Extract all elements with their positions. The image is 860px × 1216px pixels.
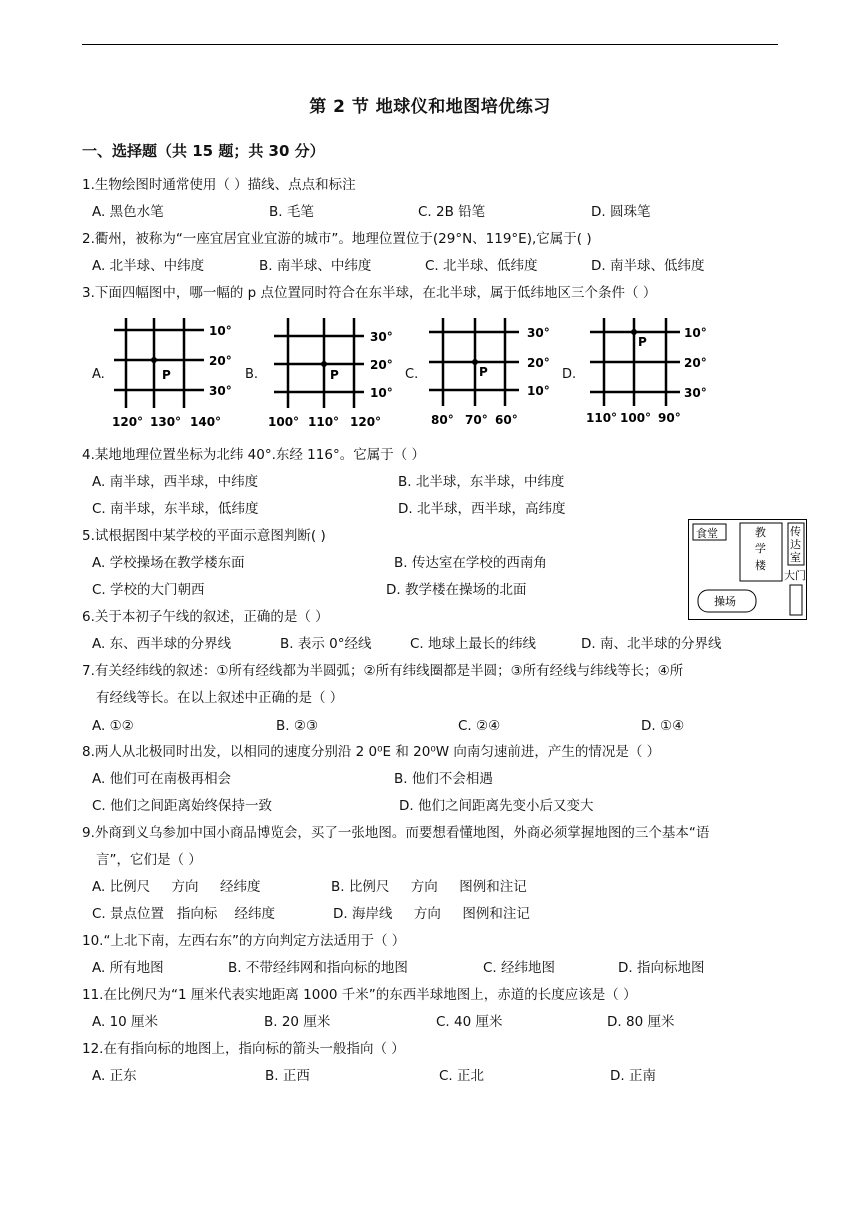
school-map-teaching-3: 楼 — [755, 559, 766, 572]
question-10-option-c[interactable]: C. 经纬地图 — [483, 960, 556, 976]
question-11-option-a[interactable]: A. 10 厘米 — [92, 1014, 159, 1030]
question-3-option-b[interactable]: B. — [245, 367, 259, 382]
grid-b-lat-2: 20° — [370, 358, 393, 372]
grid-c-lon-1: 80° — [431, 413, 454, 427]
question-8-option-b[interactable]: B. 他们不会相遇 — [394, 771, 493, 787]
question-5-option-d[interactable]: D. 教学楼在操场的北面 — [386, 582, 527, 598]
page-title: 第 2 节 地球仪和地图培优练习 — [309, 97, 551, 117]
grid-d-lon-1: 110° — [586, 411, 618, 425]
school-map-guard-3: 室 — [790, 551, 801, 564]
grid-b-lon-3: 120° — [350, 415, 382, 429]
question-3-option-d[interactable]: D. — [562, 367, 577, 382]
school-map-teaching-1: 教 — [755, 526, 766, 539]
question-1-option-c[interactable]: C. 2B 铅笔 — [418, 204, 486, 220]
grid-a-lon-3: 140° — [190, 415, 222, 429]
question-11-option-c[interactable]: C. 40 厘米 — [436, 1014, 503, 1030]
question-9-option-a[interactable]: A. 比例尺 方向 经纬度 — [92, 879, 261, 895]
question-1-option-b[interactable]: B. 毛笔 — [269, 204, 314, 220]
question-2-option-c[interactable]: C. 北半球、低纬度 — [425, 258, 538, 274]
question-9-stem: 9.外商到义乌参加中国小商品博览会，买了一张地图。而要想看懂地图，外商必须掌握地图的三个基本“语 — [82, 825, 710, 841]
question-7-option-c[interactable]: C. ②④ — [458, 718, 501, 734]
question-1-stem: 1.生物绘图时通常使用（ ）描线、点点和标注 — [82, 177, 356, 193]
question-12-stem: 12.在有指向标的地图上，指向标的箭头一般指向（ ） — [82, 1041, 405, 1057]
question-7-stem-continued: 有经线等长。在以上叙述中正确的是（ ） — [96, 690, 344, 706]
grid-figure-d — [582, 318, 720, 430]
grid-d-lon-3: 90° — [658, 411, 681, 425]
question-3-option-a[interactable]: A. — [92, 367, 105, 382]
question-10-stem: 10.“上北下南，左西右东”的方向判定方法适用于（ ） — [82, 933, 406, 949]
question-2-option-b[interactable]: B. 南半球、中纬度 — [259, 258, 372, 274]
question-6-option-d[interactable]: D. 南、北半球的分界线 — [581, 636, 722, 652]
question-10-option-d[interactable]: D. 指向标地图 — [618, 960, 705, 976]
grid-d-lat-3: 30° — [684, 386, 707, 400]
question-9-stem-continued: 言”，它们是（ ） — [96, 852, 202, 868]
section-heading: 一、选择题（共 15 题；共 30 分） — [82, 142, 325, 160]
question-12-option-a[interactable]: A. 正东 — [92, 1068, 137, 1084]
question-12-option-b[interactable]: B. 正西 — [265, 1068, 310, 1084]
question-1-option-a[interactable]: A. 黑色水笔 — [92, 204, 164, 220]
school-map-teaching-2: 学 — [755, 542, 766, 555]
grid-b-lon-1: 100° — [268, 415, 300, 429]
question-7-option-b[interactable]: B. ②③ — [276, 718, 319, 734]
question-7-option-a[interactable]: A. ①② — [92, 718, 134, 734]
grid-d-lon-2: 100° — [620, 411, 652, 425]
grid-a-lat-3: 30° — [209, 384, 232, 398]
grid-c-p-label: P — [479, 365, 488, 379]
question-9-option-c[interactable]: C. 景点位置 指向标 经纬度 — [92, 906, 276, 922]
question-6-option-a[interactable]: A. 东、西半球的分界线 — [92, 636, 232, 652]
grid-a-lat-2: 20° — [209, 354, 232, 368]
school-map-canteen: 食堂 — [696, 527, 718, 540]
question-5-option-b[interactable]: B. 传达室在学校的西南角 — [394, 555, 547, 571]
question-6-stem: 6.关于本初子午线的叙述，正确的是（ ） — [82, 609, 329, 625]
question-7-stem: 7.有关经纬线的叙述：①所有经线都为半圆弧；②所有纬线圈都是半圆；③所有经线与纬线等长；④所 — [82, 663, 684, 679]
question-9-option-d[interactable]: D. 海岸线 方向 图例和注记 — [333, 906, 530, 922]
question-3-stem: 3.下面四幅图中，哪一幅的 p 点位置同时符合在东半球，在北半球，属于低纬地区三个条件（ ） — [82, 285, 657, 301]
question-12-option-d[interactable]: D. 正南 — [610, 1068, 656, 1084]
question-1-option-d[interactable]: D. 圆珠笔 — [591, 204, 651, 220]
grid-d-lat-1: 10° — [684, 326, 707, 340]
grid-b-p-label: P — [330, 368, 339, 382]
grid-a-lon-1: 120° — [112, 415, 144, 429]
grid-c-lon-3: 60° — [495, 413, 518, 427]
question-11-option-b[interactable]: B. 20 厘米 — [264, 1014, 331, 1030]
grid-d-p-label: P — [638, 335, 647, 349]
grid-b-lon-2: 110° — [308, 415, 340, 429]
grid-c-lat-2: 20° — [527, 356, 550, 370]
grid-figure-a — [112, 318, 247, 430]
question-8-option-c[interactable]: C. 他们之间距离始终保持一致 — [92, 798, 273, 814]
question-4-option-d[interactable]: D. 北半球，西半球，高纬度 — [398, 501, 566, 517]
question-6-option-c[interactable]: C. 地球上最长的纬线 — [410, 636, 537, 652]
question-6-option-b[interactable]: B. 表示 0°经线 — [280, 636, 372, 652]
question-8-option-d[interactable]: D. 他们之间距离先变小后又变大 — [399, 798, 594, 814]
question-2-option-d[interactable]: D. 南半球、低纬度 — [591, 258, 705, 274]
school-map-guard-2: 达 — [790, 538, 801, 551]
question-5-option-a[interactable]: A. 学校操场在教学楼东面 — [92, 555, 245, 571]
grid-b-lat-1: 30° — [370, 330, 393, 344]
question-3-option-c[interactable]: C. — [405, 367, 419, 382]
question-4-option-b[interactable]: B. 北半球，东半球，中纬度 — [398, 474, 565, 490]
question-5-stem: 5.试根据图中某学校的平面示意图判断( ) — [82, 528, 326, 544]
grid-b-lat-3: 10° — [370, 386, 393, 400]
school-map-gate: 大门 — [784, 569, 806, 582]
question-11-stem: 11.在比例尺为“1 厘米代表实地距离 1000 千米”的东西半球地图上，赤道的长度应该是（ ） — [82, 987, 637, 1003]
grid-a-lon-2: 130° — [150, 415, 182, 429]
grid-figure-b — [266, 318, 401, 430]
question-7-option-d[interactable]: D. ①④ — [641, 718, 685, 734]
grid-d-lat-2: 20° — [684, 356, 707, 370]
grid-a-lat-1: 10° — [209, 324, 232, 338]
grid-figure-c — [425, 318, 560, 430]
question-2-option-a[interactable]: A. 北半球、中纬度 — [92, 258, 205, 274]
question-10-option-a[interactable]: A. 所有地图 — [92, 960, 164, 976]
question-8-stem: 8.两人从北极同时出发，以相同的速度分别沿 2 0⁰E 和 20⁰W 向南匀速前进，产生的情况是（ ） — [82, 744, 661, 760]
question-9-option-b[interactable]: B. 比例尺 方向 图例和注记 — [331, 879, 527, 895]
question-10-option-b[interactable]: B. 不带经纬网和指向标的地图 — [228, 960, 408, 976]
school-map — [688, 519, 808, 621]
grid-c-lat-3: 10° — [527, 384, 550, 398]
question-4-stem: 4.某地地理位置坐标为北纬 40°.东经 116°。它属于（ ） — [82, 447, 425, 463]
grid-c-lon-2: 70° — [465, 413, 488, 427]
question-8-option-a[interactable]: A. 他们可在南极再相会 — [92, 771, 232, 787]
question-12-option-c[interactable]: C. 正北 — [439, 1068, 485, 1084]
school-map-guard-1: 传 — [790, 525, 801, 538]
question-2-stem: 2.衢州，被称为“一座宜居宜业宜游的城市”。地理位置位于(29°N、119°E),它属于( ) — [82, 231, 592, 247]
question-5-option-c[interactable]: C. 学校的大门朝西 — [92, 582, 205, 598]
grid-a-p-label: P — [162, 368, 171, 382]
school-map-playground: 操场 — [714, 595, 736, 608]
grid-c-lat-1: 30° — [527, 326, 550, 340]
question-4-option-a[interactable]: A. 南半球，西半球，中纬度 — [92, 474, 259, 490]
question-4-option-c[interactable]: C. 南半球，东半球，低纬度 — [92, 501, 259, 517]
question-11-option-d[interactable]: D. 80 厘米 — [607, 1014, 675, 1030]
header-rule — [82, 44, 778, 45]
